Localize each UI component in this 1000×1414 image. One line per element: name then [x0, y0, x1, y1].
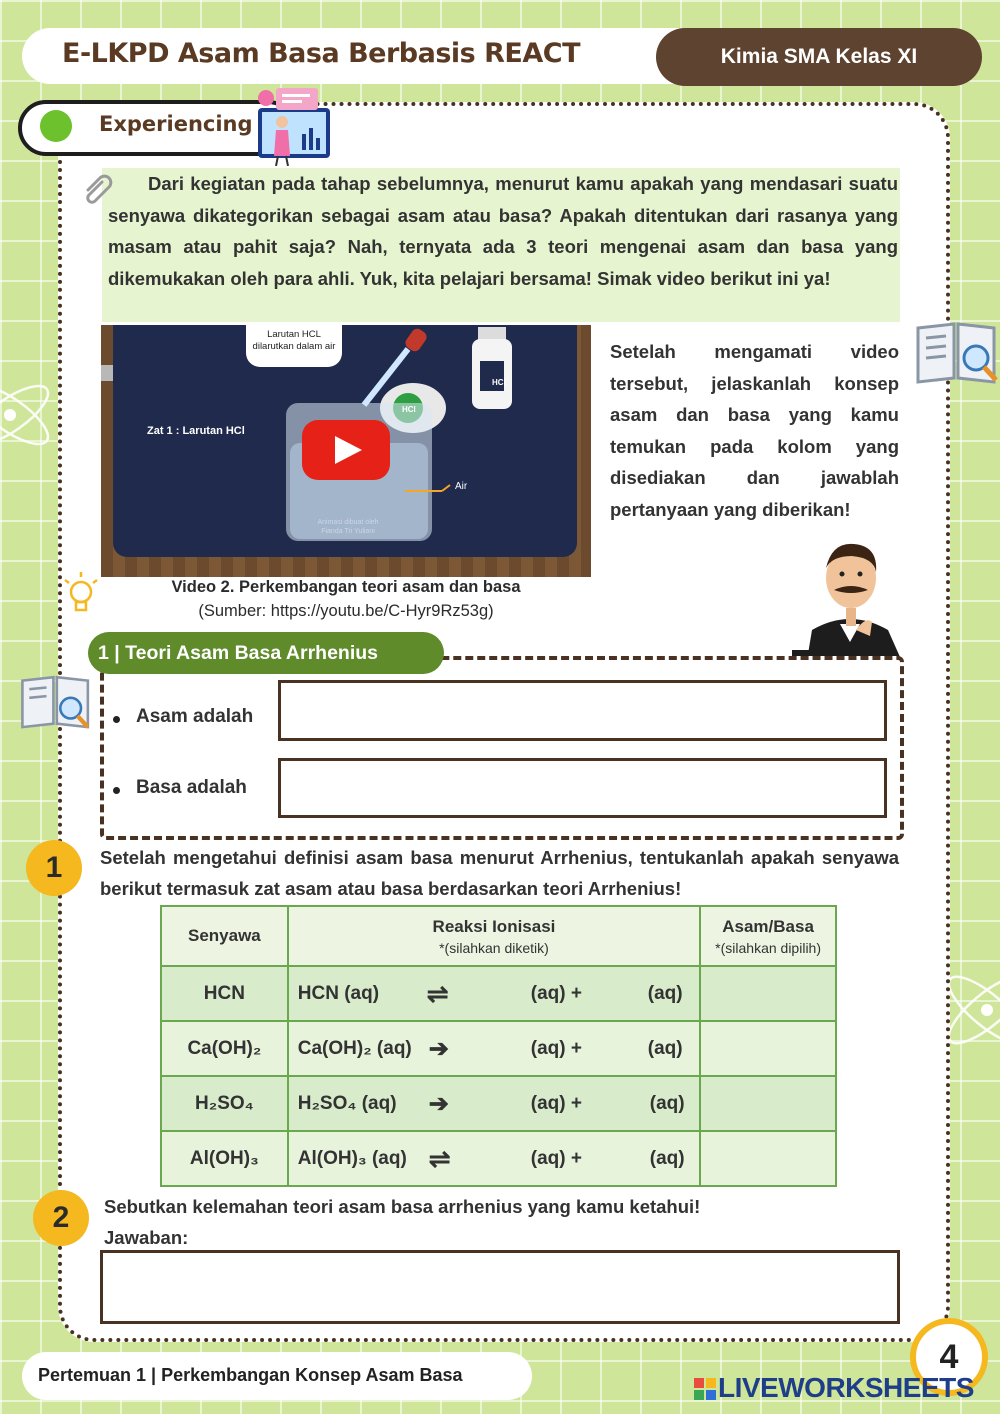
lightbulb-icon [60, 570, 102, 618]
base-definition-input[interactable] [278, 758, 887, 818]
question-1-text: Setelah mengetahui definisi asam basa menurut Arrhenius, tentukanlah apakah senyawa berikut termasuk zat asam atau basa berdasarkan teori Arrhenius! [100, 847, 899, 899]
subject-badge: Kimia SMA Kelas XI [656, 28, 982, 86]
bullet [113, 787, 120, 794]
acid-base-select[interactable] [700, 966, 836, 1021]
product-2: (aq) [649, 1092, 685, 1114]
video-bubble-line2: dilarutkan dalam air [252, 341, 336, 352]
table-row [161, 1021, 836, 1076]
product-1: (aq) + [530, 1037, 582, 1059]
column-header-reaction: Reaksi Ionisasi *(silahkan diketik) [288, 906, 700, 966]
reaction-cell [288, 966, 700, 1021]
video-credit-line1: Animasi dibuat oleh [317, 519, 379, 526]
reactant: HCN (aq) [297, 982, 380, 1004]
intro-paragraph: Dari kegiatan pada tahap sebelumnya, menurut kamu apakah yang mendasari suatu senyawa dikategorikan sebagai asam atau basa? Apakah ditentukan dari rasanya yang masam atau pahit saja? Nah, ternyata ada 3 teori mengenai asam dan basa yang dikemukakan oleh para ahli. Yuk, kita pelajari bersama! Simak video berikut ini ya! [108, 173, 898, 289]
compound-cell: Ca(OH)₂ [161, 1021, 288, 1076]
video-air-label: Air [455, 481, 468, 492]
page-number: 4 [910, 1318, 988, 1396]
column-header-compound: Senyawa [161, 906, 288, 966]
compound-cell: Al(OH)₃ [161, 1131, 288, 1186]
base-definition-label: Basa adalah [136, 777, 247, 798]
product-2: (aq) [647, 1037, 683, 1059]
instruction-paragraph: Setelah mengamati video tersebut, jelaskanlah konsep asam dan basa yang kamu temukan pada kolom yang disediakan dan jawablah pertanyaan yang diberikan! [610, 341, 899, 520]
reactant: Al(OH)₃ (aq) [297, 1147, 407, 1169]
reaction-cell [288, 1021, 700, 1076]
liveworksheets-logo-icon [694, 1378, 716, 1400]
question-1-badge: 1 [26, 840, 82, 896]
video-source: (Sumber: https://youtu.be/C-Hyr9Rz53g) [198, 602, 494, 620]
right-arrow-icon: ➔ [428, 1090, 449, 1117]
right-arrow-icon: ➔ [428, 1035, 449, 1062]
video-zat-label: Zat 1 : Larutan HCl [147, 425, 245, 437]
table-row [161, 1076, 836, 1131]
reactant: Ca(OH)₂ (aq) [297, 1037, 412, 1059]
reaction-cell [288, 1131, 700, 1186]
video-bubble-line1: Larutan HCL [267, 329, 321, 340]
question-2-badge: 2 [33, 1190, 89, 1246]
equilibrium-arrow-icon: ⇌ [426, 978, 449, 1008]
compound-cell: H₂SO₄ [161, 1076, 288, 1131]
reaction-cell [288, 1076, 700, 1131]
product-1: (aq) + [530, 1092, 582, 1114]
answer-label: Jawaban: [104, 1227, 189, 1248]
footer-text: Pertemuan 1 | Perkembangan Konsep Asam Basa [38, 1365, 463, 1385]
acid-definition-label: Asam adalah [136, 706, 254, 727]
liveworksheets-brand[interactable]: LIVEWORKSHEETS [718, 1372, 974, 1403]
reactant: H₂SO₄ (aq) [297, 1092, 397, 1114]
product-1: (aq) + [530, 1147, 582, 1169]
product-1: (aq) + [530, 982, 582, 1004]
bullet [113, 716, 120, 723]
table-row [161, 966, 836, 1021]
table-row [161, 1131, 836, 1186]
video-play-button[interactable] [302, 420, 390, 480]
atom-decoration-right-icon [942, 950, 1000, 1070]
equilibrium-arrow-icon: ⇌ [428, 1143, 451, 1173]
video-caption: Video 2. Perkembangan teori asam dan basa [171, 578, 521, 596]
acid-base-select[interactable] [700, 1131, 836, 1186]
acid-definition-input[interactable] [278, 680, 887, 741]
acid-base-select[interactable] [700, 1021, 836, 1076]
analytics-illustration-icon [252, 86, 332, 166]
ionization-table [160, 905, 837, 1187]
acid-base-select[interactable] [700, 1076, 836, 1131]
product-2: (aq) [647, 982, 683, 1004]
column-header-type: Asam/Basa *(silahkan dipilih) [700, 906, 836, 966]
scientist-illustration-icon [792, 538, 910, 666]
video-hcl-label: HCl [402, 405, 416, 414]
question-2-text: Sebutkan kelemahan teori asam basa arrhenius yang kamu ketahui! [104, 1196, 701, 1217]
answer-input[interactable] [100, 1250, 900, 1324]
stage-label: Experiencing [99, 112, 253, 136]
document-title: E-LKPD Asam Basa Berbasis REACT [62, 38, 581, 69]
video-credit-line2: Fianda Tri Yuliani [321, 528, 375, 535]
atom-decoration-icon [0, 360, 60, 470]
video-bottle-label: HCl [492, 378, 506, 387]
product-2: (aq) [649, 1147, 685, 1169]
play-icon [302, 420, 390, 480]
book-search-left-icon [16, 672, 96, 734]
compound-cell: HCN [161, 966, 288, 1021]
arrhenius-section-title: 1 | Teori Asam Basa Arrhenius [88, 632, 444, 674]
book-search-icon [914, 318, 1000, 390]
stage-dot [40, 110, 72, 142]
